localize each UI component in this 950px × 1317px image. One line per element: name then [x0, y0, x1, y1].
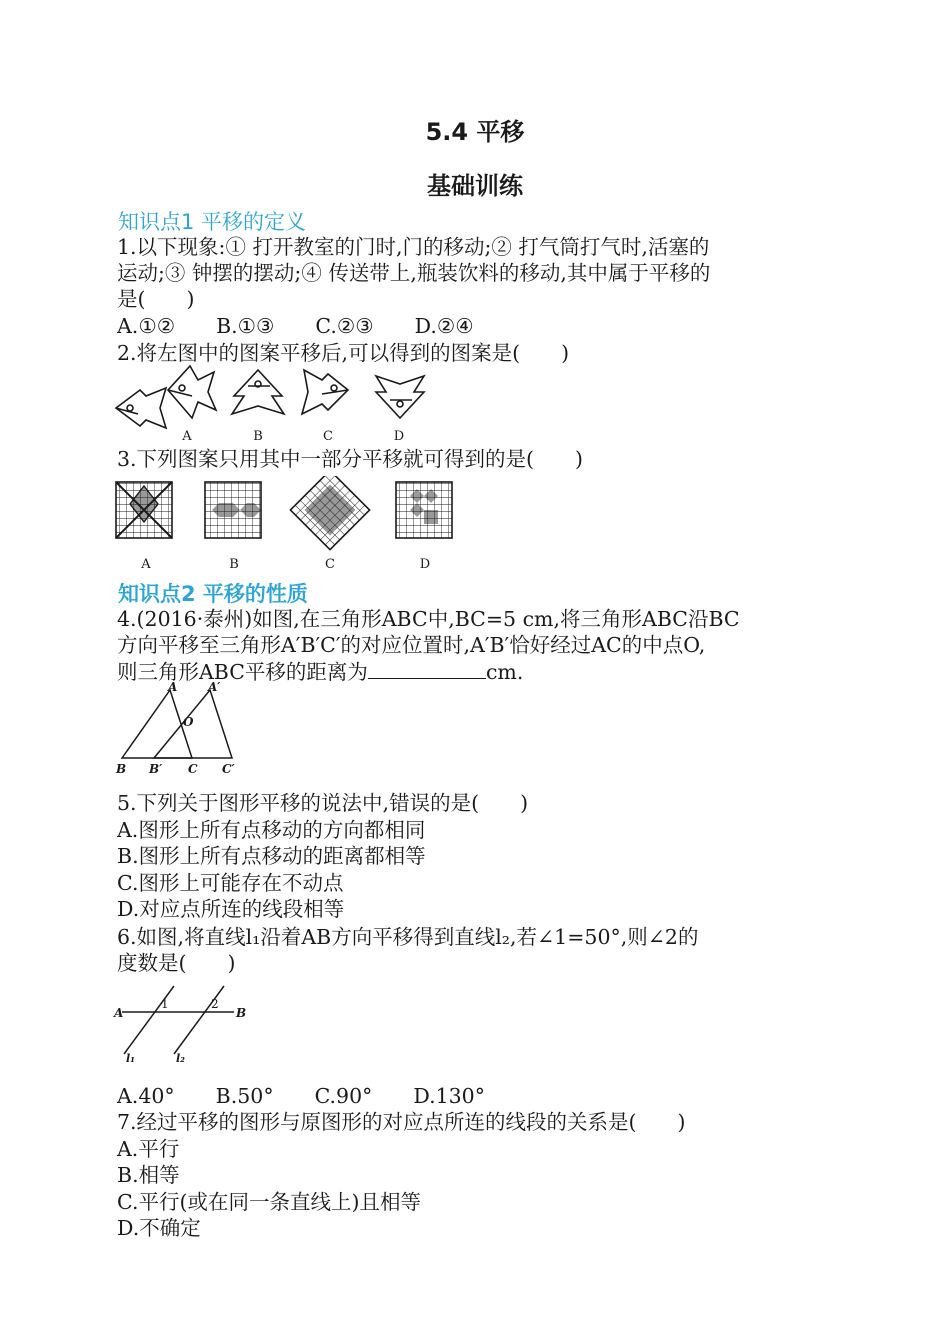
q2-label-b: B [253, 429, 263, 444]
q7-option-b: B.相等 [117, 1163, 180, 1187]
q4-label-b-prime: B′ [149, 762, 163, 776]
q2-label-a: A [182, 429, 192, 444]
q3-label-a: A [141, 557, 151, 572]
q6-label-a: A [114, 1006, 124, 1020]
q5-option-c: C.图形上可能存在不动点 [117, 871, 344, 895]
page-subtitle: 基础训练 [427, 172, 523, 200]
q7-option-c: C.平行(或在同一条直线上)且相等 [117, 1190, 421, 1214]
q4-label-a: A [168, 680, 178, 694]
q6-label-angle2: 2 [211, 997, 219, 1011]
q6-text-line1: 6.如图,将直线l₁沿着AB方向平移得到直线l₂,若∠1=50°,则∠2的 [117, 925, 699, 949]
q3-figure [112, 476, 462, 574]
q4-label-a-prime: A′ [208, 680, 221, 694]
q2-text: 2.将左图中的图案平移后,可以得到的图案是( ) [117, 341, 570, 365]
q1-text-line1: 1.以下现象:① 打开教室的门时,门的移动;② 打气筒打气时,活塞的 [117, 235, 710, 259]
q3-option-c-grid [290, 476, 369, 550]
q5-option-d: D.对应点所连的线段相等 [117, 897, 345, 921]
q4-label-o: O [183, 715, 194, 729]
q6-text-line2: 度数是( ) [117, 951, 236, 975]
q5-text: 5.下列关于图形平移的说法中,错误的是( ) [117, 791, 529, 815]
q4-triangle-figure [112, 680, 252, 778]
page-title: 5.4 平移 [425, 118, 525, 146]
q7-text: 7.经过平移的图形与原图形的对应点所连的线段的关系是( ) [117, 1110, 686, 1134]
q3-label-c: C [325, 557, 335, 572]
q4-text-line2: 方向平移至三角形A′B′C′的对应位置时,A′B′恰好经过AC的中点O, [117, 633, 706, 657]
q4-text-line3-pre: 则三角形ABC平移的距离为 [117, 660, 368, 684]
q2-label-d: D [393, 429, 405, 444]
q1-text-line2: 运动;③ 钟摆的摆动;④ 传送带上,瓶装饮料的移动,其中属于平移的 [117, 261, 711, 285]
q3-label-b: B [229, 557, 239, 572]
q6-lines-figure [112, 978, 262, 1064]
q6-label-b: B [236, 1006, 247, 1020]
q4-label-c-prime: C′ [222, 762, 235, 776]
q5-option-b: B.图形上所有点移动的距离都相等 [117, 844, 426, 868]
q6-options: A.40° B.50° C.90° D.130° [117, 1084, 485, 1108]
q1-text-line3: 是( ) [117, 287, 195, 311]
q3-option-d-grid [396, 482, 452, 538]
q2-option-b-shape [232, 370, 284, 414]
q3-option-a-grid [116, 482, 172, 538]
q5-option-a: A.图形上所有点移动的方向都相同 [117, 818, 426, 842]
q1-options: A.①② B.①③ C.②③ D.②④ [117, 314, 474, 338]
q2-option-d-shape [376, 376, 424, 418]
q4-answer-blank[interactable] [368, 660, 486, 679]
section-heading-2: 知识点2 平移的性质 [118, 582, 308, 606]
q7-option-d: D.不确定 [117, 1216, 201, 1240]
q2-original-shape [116, 388, 166, 428]
q3-text: 3.下列图案只用其中一部分平移就可得到的是( ) [117, 447, 584, 471]
q4-label-b: B [116, 762, 127, 776]
q7-option-a: A.平行 [117, 1137, 180, 1161]
q2-option-c-shape [302, 370, 348, 414]
q4-text-line3-post: cm. [485, 660, 524, 684]
q4-label-c: C [188, 762, 198, 776]
section-heading-1: 知识点1 平移的定义 [118, 210, 307, 234]
q6-label-l2: l₂ [176, 1052, 185, 1064]
q2-option-a-shape [168, 366, 216, 418]
q2-label-c: C [323, 429, 333, 444]
q3-option-b-grid [205, 482, 261, 538]
q6-label-angle1: 1 [161, 997, 169, 1011]
q4-text-line1: 4.(2016·泰州)如图,在三角形ABC中,BC=5 cm,将三角形ABC沿BC [117, 607, 740, 631]
q2-figure [110, 362, 440, 446]
q6-label-l1: l₁ [126, 1052, 135, 1064]
q3-label-d: D [419, 557, 431, 572]
